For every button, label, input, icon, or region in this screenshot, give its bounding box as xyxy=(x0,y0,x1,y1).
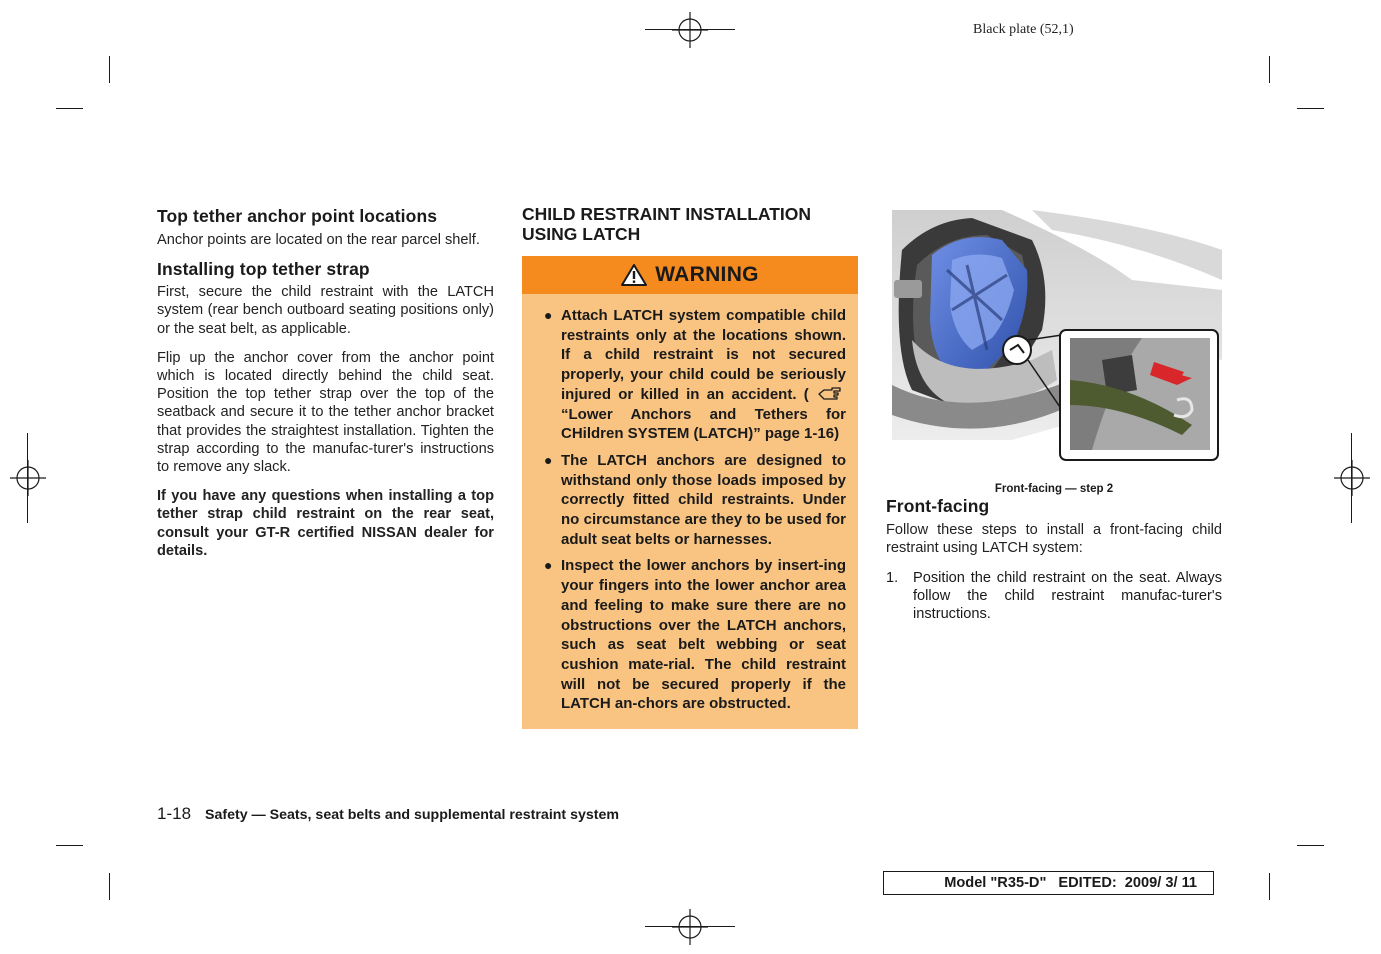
edited-label: EDITED: xyxy=(1058,875,1117,891)
left-column xyxy=(157,205,494,560)
heading-anchor-locations: Top tether anchor point locations xyxy=(157,206,438,226)
edited-value: 2009/ 3/ 11 xyxy=(1124,875,1197,891)
warning-text: Inspect the lower anchors by insert-ing your fingers into the lower anchor area and feeling to make sure there are no obstructions over the LATCH anchors, such as seat belt webbing or seat cushion mate-rial. The child restraint will not be secured properly if the LATCH an-chors are obstructed. xyxy=(561,557,846,713)
child-seat-drawing xyxy=(892,210,1222,480)
child-seat-illustration xyxy=(892,210,1222,480)
figure-caption: Front-facing — step 2 xyxy=(994,483,1114,495)
step-item xyxy=(886,569,1222,624)
page-reference-link[interactable]: “Lower Anchors and Tethers for CHildren SYSTEM (LATCH)” page 1-16) xyxy=(561,405,846,443)
warning-box xyxy=(522,256,858,729)
heading-front-facing: Front-facing xyxy=(886,496,990,516)
warning-body xyxy=(522,294,858,729)
warning-header xyxy=(522,256,858,294)
crop-mark xyxy=(1269,873,1270,900)
front-facing-text: Follow these steps to install a front-facing child restraint using LATCH system: xyxy=(886,522,1222,557)
crop-mark xyxy=(56,845,83,846)
crop-mark xyxy=(645,29,735,30)
warning-text: The LATCH anchors are designed to withstand only those loads imposed by correctly fitted child restraints. Under no circumstance are they to be used for adult seat belts or harnesses. xyxy=(561,451,846,548)
page-number: 1-18 xyxy=(157,804,192,823)
bullet: ● xyxy=(544,557,553,574)
warning-label: WARNING xyxy=(655,263,759,286)
model-value: "R35-D" xyxy=(990,875,1047,891)
step-text: Position the child restraint on the seat. Always follow the child restraint manufac-turer's instructions. xyxy=(913,570,1222,623)
installing-strap-text: First, secure the child restraint with the LATCH system (rear bench outboard seating positions only) or the seat belt, as applicable. xyxy=(157,284,494,337)
crop-mark xyxy=(1297,845,1324,846)
flip-anchor-text: Flip up the anchor cover from the anchor point which is located directly behind the child seat. Position the top tether strap over the top of the seatback and secure it to the tether anchor bracket that provides the straightest installation. Tighten the strap according to the manufac-turer's instructions to remove any slack. xyxy=(157,349,494,476)
footer-title: Safety — Seats, seat belts and supplemental restraint system xyxy=(205,807,619,823)
bullet: ● xyxy=(544,307,553,323)
warning-item xyxy=(534,556,846,714)
page-footer xyxy=(157,804,619,824)
model-label: Model xyxy=(944,875,987,891)
bullet: ● xyxy=(544,451,553,468)
crop-mark xyxy=(1351,433,1352,523)
warning-item xyxy=(534,451,846,550)
middle-column xyxy=(522,205,858,729)
section-title: CHILD RESTRAINT INSTALLATION USING LATCH xyxy=(522,204,812,244)
anchor-locations-text: Anchor points are located on the rear parcel shelf. xyxy=(157,232,480,248)
dealer-note: If you have any questions when installing a top tether strap child restraint on the rear seat, consult your GT-R certified NISSAN dealer for details. xyxy=(157,488,494,559)
crop-mark xyxy=(109,873,110,900)
warning-text-part: Attach LATCH system compatible child restraints only at the locations shown. If a child restraint is not secured properly, your child could be seriously injured or killed in an accident. ( xyxy=(561,307,846,403)
heading-installing-strap: Installing top tether strap xyxy=(157,259,370,280)
crop-mark xyxy=(109,56,110,83)
warning-text xyxy=(561,306,846,444)
crop-mark xyxy=(27,433,28,523)
warning-triangle-icon xyxy=(621,263,647,287)
warning-item xyxy=(534,306,846,444)
page-reference-icon[interactable] xyxy=(816,385,846,401)
crop-mark xyxy=(645,926,735,927)
crop-mark xyxy=(1297,108,1324,109)
step-number: 1. xyxy=(886,570,899,586)
plate-label: Black plate (52,1) xyxy=(973,22,1074,37)
crop-mark xyxy=(56,108,83,109)
model-box xyxy=(883,871,1214,895)
crop-mark xyxy=(1269,56,1270,83)
